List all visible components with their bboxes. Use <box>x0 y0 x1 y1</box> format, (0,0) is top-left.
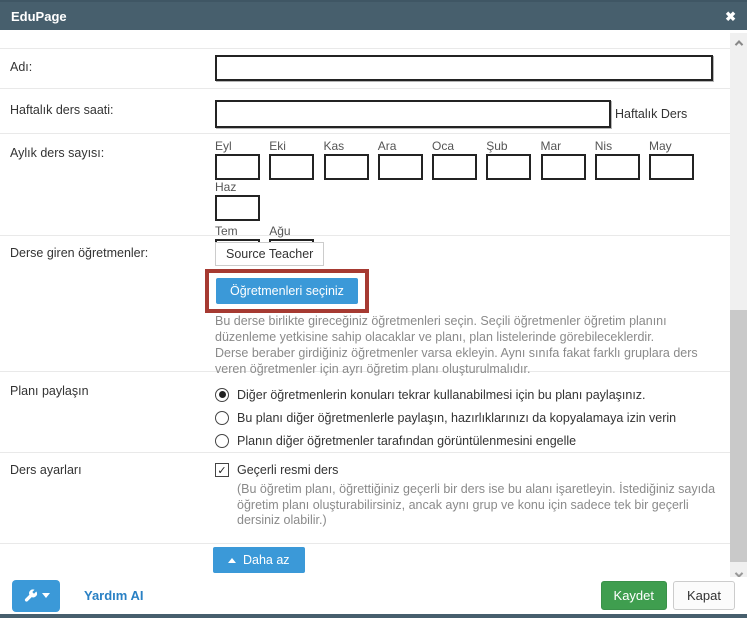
month-input-nis[interactable] <box>595 154 640 180</box>
month-label-oca: Oca <box>432 139 455 153</box>
share-option-3[interactable] <box>215 429 730 452</box>
teachers-label: Derse giren öğretmenler: <box>10 246 149 260</box>
show-less-button[interactable] <box>213 547 305 573</box>
month-label-haz: Haz <box>215 180 237 194</box>
scroll-up-button[interactable] <box>730 35 747 50</box>
month-input-kas[interactable] <box>324 154 369 180</box>
dialog-footer <box>0 577 747 614</box>
month-input-ara[interactable] <box>378 154 423 180</box>
select-teachers-button[interactable]: Öğretmenleri seçiniz <box>216 278 358 304</box>
red-highlight-annotation <box>205 269 369 313</box>
official-lesson-option[interactable] <box>215 461 730 479</box>
teacher-chip: Source Teacher <box>215 242 324 266</box>
collapse-row <box>0 544 730 577</box>
name-row <box>0 49 730 89</box>
name-input[interactable] <box>215 55 713 81</box>
month-label-eki: Eki <box>269 139 286 153</box>
weekly-hours-input[interactable] <box>215 100 611 128</box>
wrench-icon <box>23 588 38 603</box>
month-label-nis: Nis <box>594 139 613 153</box>
share-option-2-label: Bu planı diğer öğretmenlerle paylaşın, hazırlıklarınızı da kopyalamaya izin verin <box>237 410 677 425</box>
teachers-description-1: Bu derse birlikte gireceğiniz öğretmenleri seçin. Seçili öğretmenler öğretim planını düzenleme yetkisine sahip olacaklar ve planı, plan listelerinde görebileceklerdir. <box>215 314 667 344</box>
help-ai-link[interactable]: Yardım AI <box>84 588 144 603</box>
close-button[interactable]: Kapat <box>673 581 735 610</box>
month-label-eyl: Eyl <box>215 139 232 153</box>
share-option-2[interactable] <box>215 406 730 429</box>
teachers-description-2: Derse beraber girdiğiniz öğretmenler varsa ekleyin. Aynı sınıfa fakat farklı gruplara ders veren öğretmenler için ayrı öğretim planı oluşturulmalıdır. <box>215 346 698 376</box>
share-option-1-label: Diğer öğretmenlerin konuları tekrar kullanabilmesi için bu planı paylaşınız. <box>237 387 646 402</box>
dialog-body <box>0 30 730 577</box>
official-lesson-label: Geçerli resmi ders <box>237 463 339 477</box>
month-input-may[interactable] <box>649 154 694 180</box>
scrollbar-thumb[interactable] <box>730 310 747 562</box>
share-option-3-label: Planın diğer öğretmenler tarafından görüntülenmesini engelle <box>237 433 577 448</box>
monthly-lessons-row <box>0 134 730 236</box>
month-label-kas: Kas <box>323 139 345 153</box>
close-icon[interactable]: ✖ <box>725 8 736 24</box>
weekly-hours-label: Haftalık ders saati: <box>10 103 114 117</box>
lesson-settings-label: Ders ayarları <box>10 463 82 477</box>
radio-unchecked-icon[interactable] <box>215 411 229 425</box>
monthly-lessons-label: Aylık ders sayısı: <box>10 146 105 160</box>
radio-unchecked-icon[interactable] <box>215 434 229 448</box>
dialog-title: EduPage <box>11 8 67 24</box>
name-label: Adı: <box>10 60 33 74</box>
scrollbar[interactable] <box>730 33 747 584</box>
month-input-oca[interactable] <box>432 154 477 180</box>
lesson-settings-description: (Bu öğretim planı, öğrettiğiniz geçerli bir ders ise bu alanı işaretleyin. İstediğiniz sayıda öğretim planı oluşturabilirsiniz, ancak aynı grup ve konu için sadece tek bir geçerli dersiniz olabilir.) <box>237 482 716 527</box>
month-input-sub[interactable] <box>486 154 531 180</box>
show-less-label: Daha az <box>243 553 290 567</box>
month-input-eyl[interactable] <box>215 154 260 180</box>
month-label-may: May <box>649 139 672 153</box>
month-input-haz[interactable] <box>215 195 260 221</box>
caret-down-icon <box>42 593 50 598</box>
scroll-up-icon <box>734 40 742 48</box>
month-label-tem: Tem <box>215 224 238 238</box>
month-label-ara: Ara <box>377 139 397 153</box>
share-option-1[interactable] <box>215 383 730 406</box>
month-label-sub: Şub <box>486 139 508 153</box>
month-label-agu: Ağu <box>269 224 291 238</box>
dialog-titlebar <box>0 0 747 30</box>
share-plan-row <box>0 372 730 453</box>
lesson-settings-row <box>0 453 730 544</box>
tools-dropdown-button[interactable] <box>12 580 60 612</box>
weekly-hours-suffix: Haftalık Ders <box>615 107 688 121</box>
radio-checked-icon[interactable] <box>215 388 229 402</box>
month-label-mar: Mar <box>540 139 562 153</box>
weekly-hours-row <box>0 89 730 134</box>
checkbox-checked-icon[interactable]: ✓ <box>215 463 229 477</box>
month-input-mar[interactable] <box>541 154 586 180</box>
save-button[interactable]: Kaydet <box>601 581 667 610</box>
dialog-bottom-edge <box>0 614 747 618</box>
share-plan-label: Planı paylaşın <box>10 384 89 398</box>
month-input-eki[interactable] <box>269 154 314 180</box>
collapse-up-icon <box>228 558 236 563</box>
teachers-row <box>0 236 730 376</box>
